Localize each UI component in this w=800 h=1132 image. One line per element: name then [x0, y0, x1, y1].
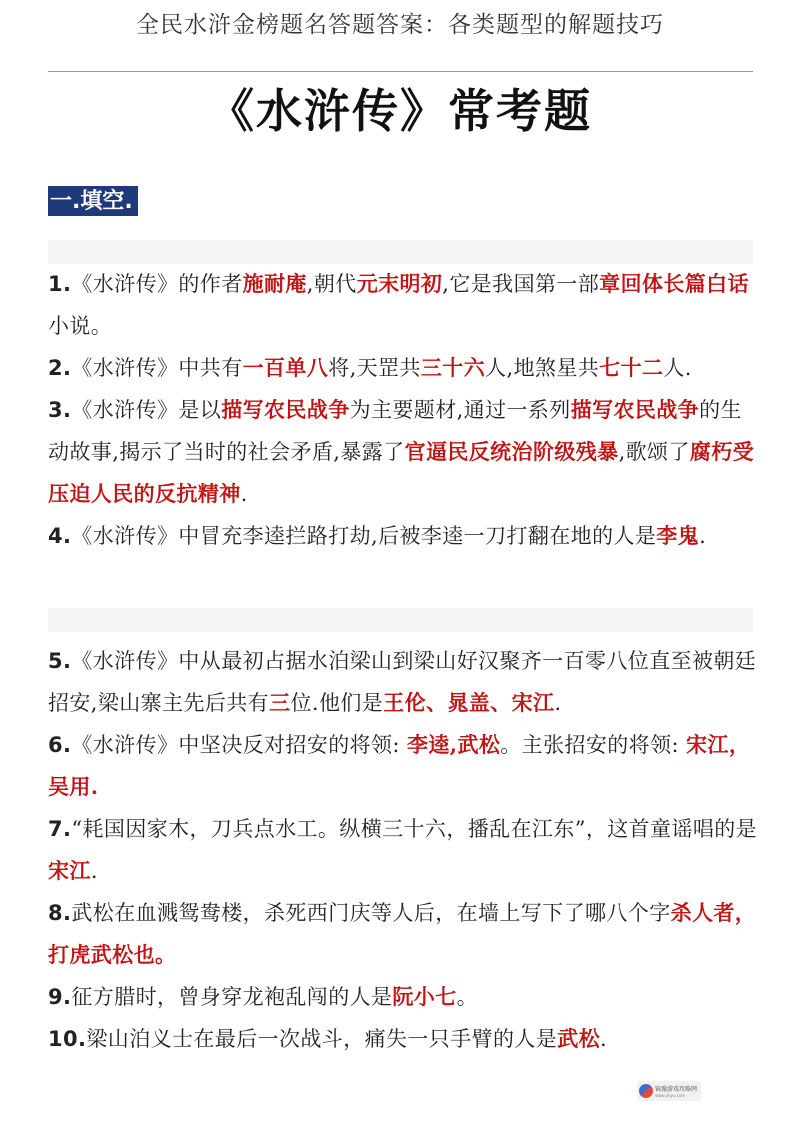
- question-number: 5.: [48, 649, 72, 673]
- question-text: 小说。: [48, 314, 113, 338]
- question-text: 梁山泊义士在最后一次战斗，痛失一只手臂的人是: [86, 1027, 558, 1051]
- question-list-b: [48, 640, 760, 1060]
- question-number: 10.: [48, 1027, 87, 1051]
- question-number: 3.: [48, 398, 72, 422]
- question-text: ,歌颂了: [618, 440, 690, 464]
- question-text: 《水浒传》中从最初占据水泊梁山到梁山好汉聚齐一百零八位直至被朝廷招安,梁山寨主先后共有: [48, 649, 757, 715]
- question-text: 《水浒传》中坚决反对招安的将领:: [71, 733, 407, 757]
- question-text: 征方腊时，曾身穿龙袍乱闯的人是: [71, 985, 393, 1009]
- watermark: [637, 1081, 701, 1101]
- answer-highlight: 阮小七: [392, 984, 457, 1009]
- question-text: .: [240, 482, 248, 506]
- question-list-a: [48, 263, 760, 557]
- answer-highlight: 杀人者，打虎武松也。: [48, 900, 757, 967]
- question-number: 6.: [48, 733, 72, 757]
- question-text: 《水浒传》中冒充李逵拦路打劫,后被李逵一刀打翻在地的人是: [71, 524, 657, 548]
- question-text: 为主要题材,通过一系列: [349, 398, 571, 422]
- question-item: [48, 976, 760, 1018]
- question-item: [48, 724, 760, 808]
- question-number: 8.: [48, 901, 72, 925]
- question-text: .: [554, 691, 562, 715]
- question-item: [48, 515, 760, 557]
- question-text: ,它是我国第一部: [442, 272, 600, 296]
- question-text: .: [699, 524, 707, 548]
- question-item: [48, 808, 760, 892]
- question-item: [48, 347, 760, 389]
- question-text: 武松在血溅鸳鸯楼，杀死西门庆等人后，在墙上写下了哪八个字: [71, 901, 671, 925]
- question-item: [48, 1018, 760, 1060]
- section-label: 一.填空.: [48, 186, 138, 216]
- question-item: [48, 640, 760, 724]
- watermark-logo-icon: [639, 1084, 653, 1098]
- question-text: .: [600, 1027, 608, 1051]
- question-text: 人.: [663, 356, 692, 380]
- question-text: 将,天罡共: [328, 356, 421, 380]
- watermark-sub: www.jinyu.com: [655, 1093, 686, 1098]
- question-number: 9.: [48, 985, 72, 1009]
- question-number: 7.: [48, 817, 72, 841]
- answer-highlight: 元末明初: [356, 271, 443, 296]
- answer-highlight: 李逵,武松: [406, 732, 501, 757]
- question-item: [48, 389, 760, 515]
- question-item: [48, 892, 760, 976]
- answer-highlight: 官逼民反统治阶级残暴: [404, 439, 619, 464]
- top-gap-band: [48, 240, 753, 264]
- question-number: 2.: [48, 356, 72, 380]
- question-text: 。主张招安的将领:: [500, 733, 687, 757]
- answer-highlight: 章回体长篇白话: [599, 271, 749, 296]
- answer-highlight: 宋江，吴用.: [48, 732, 751, 799]
- title-divider: [48, 71, 753, 72]
- answer-highlight: 一百单八: [242, 355, 329, 380]
- answer-highlight: 施耐庵: [242, 271, 307, 296]
- answer-highlight: 李鬼: [656, 523, 700, 548]
- watermark-name: 锦豫游戏攻略网: [655, 1086, 698, 1093]
- answer-highlight: 三: [269, 690, 291, 715]
- answer-highlight: 腐朽受压迫人民的反抗精神: [48, 439, 755, 506]
- document-heading: 《水浒传》常考题: [208, 84, 592, 138]
- watermark-text: [655, 1084, 697, 1098]
- question-text: 人,地煞星共: [485, 356, 600, 380]
- question-text: 的生动故事,揭示了当时的社会矛盾,暴露了: [48, 398, 742, 464]
- question-text: 位.他们是: [290, 691, 384, 715]
- question-number: 4.: [48, 524, 72, 548]
- mid-gap-band: [48, 608, 753, 632]
- question-text: 《水浒传》中共有: [71, 356, 243, 380]
- question-text: “耗国因家木，刀兵点水工。纵横三十六，播乱在江东”，这首童谣唱的是: [71, 817, 758, 841]
- question-item: [48, 263, 760, 347]
- question-number: 1.: [48, 272, 72, 296]
- answer-highlight: 描写农民战争: [221, 397, 350, 422]
- page-title: 全民水浒金榜题名答题答案：各类题型的解题技巧: [136, 12, 664, 38]
- answer-highlight: 武松: [557, 1026, 601, 1051]
- question-text: 《水浒传》是以: [71, 398, 222, 422]
- question-text: 。: [456, 985, 478, 1009]
- answer-highlight: 三十六: [420, 355, 486, 380]
- question-text: .: [90, 859, 98, 883]
- answer-highlight: 七十二: [599, 355, 664, 380]
- answer-highlight: 描写农民战争: [570, 397, 700, 422]
- answer-highlight: 宋江: [48, 858, 91, 883]
- answer-highlight: 王伦、晁盖、宋江: [383, 690, 555, 715]
- question-text: 《水浒传》的作者: [71, 272, 243, 296]
- question-text: ,朝代: [306, 272, 357, 296]
